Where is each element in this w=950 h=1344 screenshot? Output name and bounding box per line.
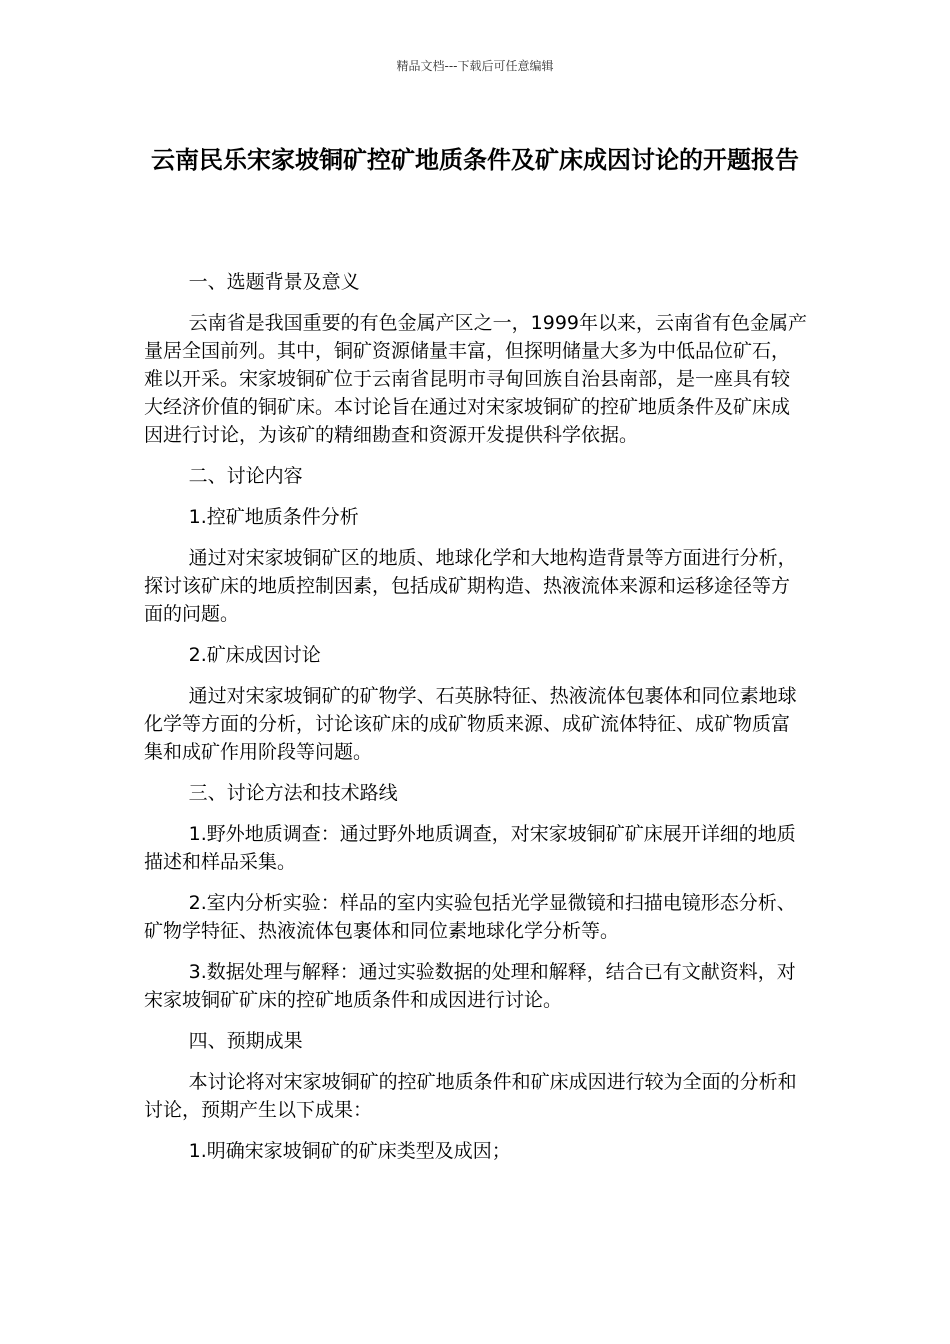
- method-data-processing: 3.数据处理与解释：通过实验数据的处理和解释，结合已有文献资料，对宋家坡铜矿矿床的控矿地质条件和成因进行讨论。: [144, 961, 796, 1011]
- paragraph-background: 云南省是我国重要的有色金属产区之一，1999年以来，云南省有色金属产量居全国前列。其中，铜矿资源储量丰富，但探明储量大多为中低品位矿石，难以开采。宋家坡铜矿位于云南省昆明市寻甸回族自治县南部，是一座具有较大经济价值的铜矿床。本讨论旨在通过对宋家坡铜矿的控矿地质条件及矿床成因进行讨论，为该矿的精细勘查和资源开发提供科学依据。: [144, 312, 807, 446]
- section-heading-methods: 三、讨论方法和技术路线: [188, 782, 398, 804]
- subheading-geology-analysis: 1.控矿地质条件分析: [188, 506, 359, 528]
- section-heading-background: 一、选题背景及意义: [188, 271, 360, 293]
- method-field-survey: 1.野外地质调查：通过野外地质调查，对宋家坡铜矿矿床展开详细的地质描述和样品采集。: [144, 823, 796, 873]
- method-lab-analysis: 2.室内分析实验：样品的室内实验包括光学显微镜和扫描电镜形态分析、矿物学特征、热液流体包裹体和同位素地球化学分析等。: [144, 892, 796, 942]
- section-heading-results: 四、预期成果: [188, 1030, 303, 1052]
- subheading-genesis-discussion: 2.矿床成因讨论: [188, 644, 321, 666]
- paragraph-geology-analysis: 通过对宋家坡铜矿区的地质、地球化学和大地构造背景等方面进行分析，探讨该矿床的地质控制因素，包括成矿期构造、热液流体来源和运移途径等方面的问题。: [144, 547, 797, 625]
- result-item-1: 1.明确宋家坡铜矿的矿床类型及成因；: [188, 1140, 511, 1162]
- document-body: [144, 268, 808, 1178]
- header-note: 精品文档---下载后可任意编辑: [396, 59, 554, 73]
- paragraph-genesis-discussion: 通过对宋家坡铜矿的矿物学、石英脉特征、热液流体包裹体和同位素地球化学等方面的分析，讨论该矿床的成矿物质来源、成矿流体特征、成矿物质富集和成矿作用阶段等问题。: [144, 685, 797, 763]
- document-title: 云南民乐宋家坡铜矿控矿地质条件及矿床成因讨论的开题报告: [151, 146, 799, 174]
- paragraph-results: 本讨论将对宋家坡铜矿的控矿地质条件和矿床成因进行较为全面的分析和讨论，预期产生以下成果：: [144, 1071, 797, 1121]
- section-heading-content: 二、讨论内容: [188, 465, 303, 487]
